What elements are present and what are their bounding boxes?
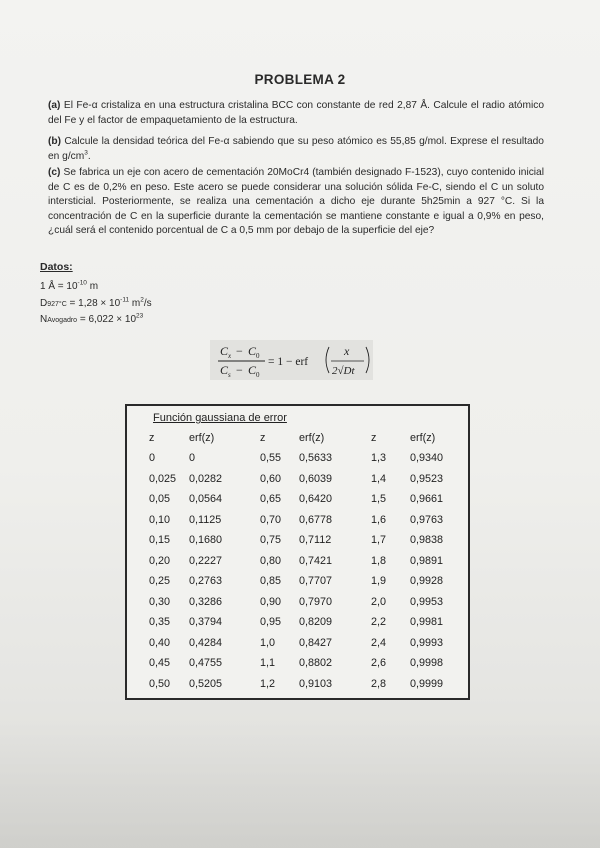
erf-cell: 0,9763 [410, 513, 444, 526]
eq-inner-den: 2√Dt [332, 365, 355, 377]
part-c-paragraph [48, 166, 544, 239]
erf-cell: 0,05 [149, 493, 171, 505]
erf-cell: 2,0 [371, 595, 387, 608]
erf-table-title: Función gaussiana de error [153, 412, 287, 424]
datos-heading: Datos: [40, 261, 73, 273]
erf-cell: 0,7970 [299, 595, 333, 608]
erf-cell: 0,0564 [189, 493, 223, 505]
erf-cell: 2,6 [371, 657, 387, 669]
eq-left-paren [326, 347, 329, 373]
erf-cell: 0,50 [149, 677, 171, 690]
eq-den-c0-sub: 0 [256, 371, 260, 379]
erf-header-z-1: z [149, 432, 155, 444]
erf-cell: 1,1 [260, 657, 276, 669]
erf-cell: 1,2 [260, 677, 276, 690]
diffusion-equation [210, 340, 373, 380]
erf-cell: 0,2227 [189, 554, 223, 567]
erf-cell: 0,0282 [189, 472, 223, 485]
erf-cell: 0,9999 [410, 677, 444, 690]
erf-cell: 0,8427 [299, 636, 333, 649]
eq-den-minus: − [236, 363, 243, 377]
erf-cell: 0,4284 [189, 636, 223, 649]
part-c-label: (c) [48, 167, 61, 178]
erf-cell: 0,7112 [299, 534, 332, 546]
erf-cell: 0,65 [260, 493, 282, 505]
erf-header-erf-3: erf(z) [410, 432, 436, 444]
erf-cell: 0,6039 [299, 472, 333, 485]
erf-cell: 0,40 [149, 636, 171, 649]
erf-cell: 0,6420 [299, 493, 333, 505]
part-b-label: (b) [48, 136, 62, 147]
eq-den-c0: C [248, 363, 257, 377]
datos-avogadro: NAvogadro = $6,022 \times 10^{23}$ [40, 312, 144, 325]
eq-rhs: = 1 − erf [268, 356, 309, 368]
erf-cell: 0,9891 [410, 554, 444, 567]
erf-cell: 0,4755 [189, 657, 223, 669]
erf-cell: 2,4 [371, 636, 387, 649]
erf-cell: 1,9 [371, 575, 387, 587]
erf-header-erf-2: erf(z) [299, 432, 325, 444]
erf-cell: 0,5633 [299, 452, 333, 464]
erf-cell: 0,35 [149, 616, 171, 628]
erf-cell: 0,25 [149, 575, 171, 587]
datos-diffusion: $D927^\circ C = 1,28 \times 10^{-11}$ $m^2/s$ [40, 296, 152, 309]
erf-cell: 0,3286 [189, 595, 223, 608]
erf-cell: 0,85 [260, 575, 282, 587]
part-c-text: Se fabrica un eje con acero de cementación 20MoCr4 (también designado F-1523), cuyo contenido inicial de C es de 0,2% en peso. Este acero se puede considerar una solución sólida Fe-C, siendo el C un soluto intersticial. Posteriormente, se realiza una cementación a dicho eje durante 5h25min a 927 °C. Si la concentración de C en la superficie durante la cementación se mantiene constante e igual a 0,9% en peso, ¿cuál será el contenido porcentual de C a 0,5 mm por debajo de la superficie del eje? [48, 167, 544, 237]
erf-cell: 0,6778 [299, 513, 333, 526]
erf-cell: 0,025 [149, 472, 177, 485]
part-a-label: (a) [48, 100, 61, 111]
eq-right-paren [366, 347, 369, 373]
eq-num-cx-sub: x [228, 352, 232, 360]
eq-inner-num: x [344, 344, 350, 358]
erf-cell: 0,45 [149, 657, 171, 669]
erf-cell: 0,15 [149, 534, 171, 546]
erf-cell: 0,8209 [299, 616, 333, 628]
erf-cell: 0,30 [149, 595, 171, 608]
erf-cell: 0,75 [260, 534, 282, 546]
erf-cell: 0,80 [260, 554, 282, 567]
erf-cell: 1,5 [371, 493, 387, 505]
eq-num-c0-sub: 0 [256, 352, 260, 360]
erf-cell: 0,9993 [410, 636, 444, 649]
erf-cell: 0,9953 [410, 595, 444, 608]
erf-cell: 0,95 [260, 616, 282, 628]
erf-cell: 1,7 [371, 534, 387, 546]
eq-num-minus: − [236, 344, 243, 358]
erf-header-erf-1: erf(z) [189, 432, 215, 444]
part-a-text: El Fe-α cristaliza en una estructura cristalina BCC con constante de red 2,87 Å. Calcule el radio atómico del Fe y el factor de empaquetamiento de la estructura. [48, 100, 544, 126]
erf-cell: 0,2763 [189, 575, 223, 587]
erf-cell: 0,9838 [410, 534, 444, 546]
erf-cell: 1,8 [371, 554, 387, 567]
eq-den-cs-sub: s [228, 371, 231, 379]
erf-cell: 1,6 [371, 513, 387, 526]
erf-cell: 0,9340 [410, 452, 444, 464]
erf-cell: 1,3 [371, 452, 387, 464]
erf-cell: 0 [149, 452, 156, 464]
erf-cell: 0,9661 [410, 493, 444, 505]
erf-cell: 0,9981 [410, 616, 444, 628]
erf-cell: 2,2 [371, 616, 387, 628]
erf-header-z-2: z [260, 432, 266, 444]
equation-graphic [210, 340, 373, 380]
part-b-text-line2: resultado en $g/cm^3$. [48, 136, 544, 162]
eq-den-cs: C [220, 363, 229, 377]
erf-cell: 0,7421 [299, 554, 333, 567]
datos-angstrom: 1 Å = $10^{-10}$ m [40, 279, 99, 292]
erf-cell: 0 [189, 452, 196, 464]
erf-cell: 0,20 [149, 554, 171, 567]
erf-cell: 0,70 [260, 513, 282, 526]
erf-cell: 0,8802 [299, 657, 333, 669]
erf-cell: 0,9928 [410, 575, 444, 587]
part-b-text-line1: Calcule la densidad teórica del Fe-α sabiendo que su peso atómico es 55,85 g/mol. Exprese el [64, 136, 499, 147]
erf-table [125, 404, 470, 700]
erf-header-z-3: z [371, 432, 377, 444]
erf-cell: 0,3794 [189, 616, 223, 628]
erf-cell: 1,4 [371, 472, 387, 485]
eq-num-c0: C [248, 344, 257, 358]
erf-cell: 0,9103 [299, 677, 333, 690]
part-b-paragraph [48, 135, 544, 164]
erf-cell: 0,60 [260, 472, 282, 485]
erf-cell: 0,10 [149, 513, 171, 526]
problem-title: PROBLEMA 2 [254, 72, 346, 87]
erf-cell: 2,8 [371, 677, 387, 690]
erf-cell: 0,9998 [410, 657, 444, 669]
page-shadow [0, 720, 600, 848]
erf-cell: 0,9523 [410, 472, 444, 485]
erf-cell: 0,1125 [189, 513, 222, 526]
part-a-paragraph [48, 99, 544, 128]
eq-num-cx: C [220, 344, 229, 358]
erf-cell: 0,55 [260, 452, 282, 464]
erf-cell: 0,7707 [299, 575, 333, 587]
erf-cell: 0,90 [260, 595, 282, 608]
erf-cell: 0,5205 [189, 677, 223, 690]
erf-cell: 0,1680 [189, 534, 223, 546]
erf-cell: 1,0 [260, 636, 276, 649]
